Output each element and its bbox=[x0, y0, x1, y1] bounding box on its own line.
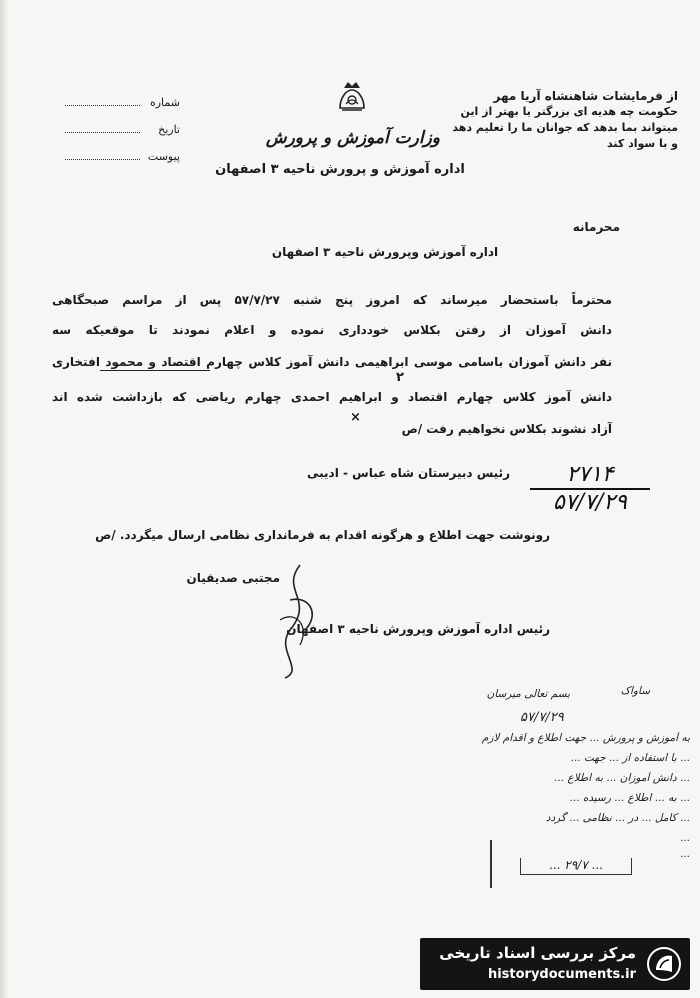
margin-mark: ۲ bbox=[396, 370, 404, 385]
letter-line: محترماً باستحضار میرساند که امروز پنج شنبه ۵۷/۷/۲۷ پس از مراسم صبحگاهی bbox=[52, 293, 612, 307]
handwritten-line: به آموزش و پرورش ... جهت اطلاع و اقدام لازم bbox=[481, 732, 690, 744]
meta-row-date bbox=[50, 123, 180, 150]
signer-name: مجتبی صدیقیان bbox=[186, 571, 280, 585]
department-name: اداره آموزش و پرورش ناحیه ۳ اصفهان bbox=[215, 162, 465, 177]
margin-mark: × bbox=[350, 410, 361, 425]
watermark-persian-text: مرکز بررسی اسناد تاریخی bbox=[439, 944, 636, 962]
meta-label-attachment: پیوست bbox=[147, 150, 180, 163]
meta-blank bbox=[65, 159, 140, 160]
meta-row-number bbox=[50, 96, 180, 123]
meta-blank bbox=[65, 105, 140, 106]
handwritten-underline bbox=[100, 370, 210, 371]
handwritten-signature-icon bbox=[260, 560, 340, 680]
letter-line: دانش آموزان از رفتن بکلاس خودداری نموده و اعلام نمودند تا موقعیکه سه bbox=[52, 323, 612, 337]
letter-recipient: اداره آموزش وپرورش ناحیه ۳ اصفهان bbox=[271, 245, 499, 259]
letter-line: آزاد نشوند بکلاس نخواهیم رفت /ص bbox=[401, 422, 612, 436]
royal-decree-line: و با سواد کند bbox=[607, 137, 678, 150]
handwritten-registration-number bbox=[530, 462, 650, 516]
copy-note: رونوشت جهت اطلاع و هرگونه اقدام به فرمانداری نظامی ارسال میگردد. /ص bbox=[95, 528, 550, 542]
meta-label-date: تاریخ bbox=[158, 123, 180, 136]
letter-line: دانش آموز کلاس چهارم اقتصاد و ابراهیم احمدی چهارم ریاضی که بازداشت شده اند bbox=[52, 390, 612, 404]
royal-decree-title: از فرمایشات شاهنشاه آریا مهر bbox=[493, 89, 678, 103]
lion-and-sun-emblem-icon bbox=[332, 78, 372, 118]
handwritten-bracket bbox=[490, 840, 492, 888]
registration-number: ۲۷۱۴ bbox=[566, 462, 614, 487]
handwritten-line: ... به ... اطلاع ... رسیده ... bbox=[569, 792, 690, 804]
archive-logo-icon bbox=[646, 946, 682, 982]
royal-decree-line: حکومت چه هدیه ای بزرگتر یا بهتر از این bbox=[460, 105, 678, 118]
letter-meta-fields bbox=[50, 96, 180, 177]
meta-row-attachment bbox=[50, 150, 180, 177]
registration-date: ۵۷/۷/۲۹ bbox=[530, 488, 650, 516]
handwritten-closing: ... ۲۹/۷ ... bbox=[520, 858, 632, 875]
handwritten-corner-note: ساواک bbox=[620, 685, 650, 697]
ministry-name: وزارت آموزش و پرورش bbox=[265, 128, 440, 148]
handwritten-line: ... با استفاده از ... جهت ... bbox=[570, 752, 690, 764]
watermark-website: historydocuments.ir bbox=[487, 967, 636, 982]
handwritten-line: ... bbox=[679, 848, 690, 860]
royal-decree-line: میتواند بما بدهد که جوانان ما را تعلیم دهد bbox=[452, 121, 678, 134]
handwritten-line: ... bbox=[679, 832, 690, 844]
meta-blank bbox=[65, 132, 140, 133]
royal-decree-quote bbox=[452, 88, 678, 152]
handwritten-line: ... دانش آموزان ... به اطلاع ... bbox=[554, 772, 690, 784]
principal-signature: رئیس دبیرستان شاه عباس - ادیبی bbox=[307, 466, 510, 480]
handwritten-note-top: بسم تعالی میرسان bbox=[486, 688, 570, 700]
classification-label: محرمانه bbox=[572, 220, 620, 234]
signer-title: رئیس اداره آموزش وپرورش ناحیه ۳ اصفهان bbox=[286, 622, 550, 636]
letter-line: نفر دانش آموزان باسامی موسی ابراهیمی دانش آموز کلاس چهارم اقتصاد و محمود افتخاری bbox=[52, 355, 612, 369]
handwritten-date: ۵۷/۷/۲۹ bbox=[520, 710, 564, 725]
handwritten-line: ... کامل ... در ... نظامی ... گردد bbox=[545, 812, 690, 824]
archive-watermark bbox=[420, 938, 690, 990]
meta-label-number: شماره bbox=[149, 96, 180, 109]
